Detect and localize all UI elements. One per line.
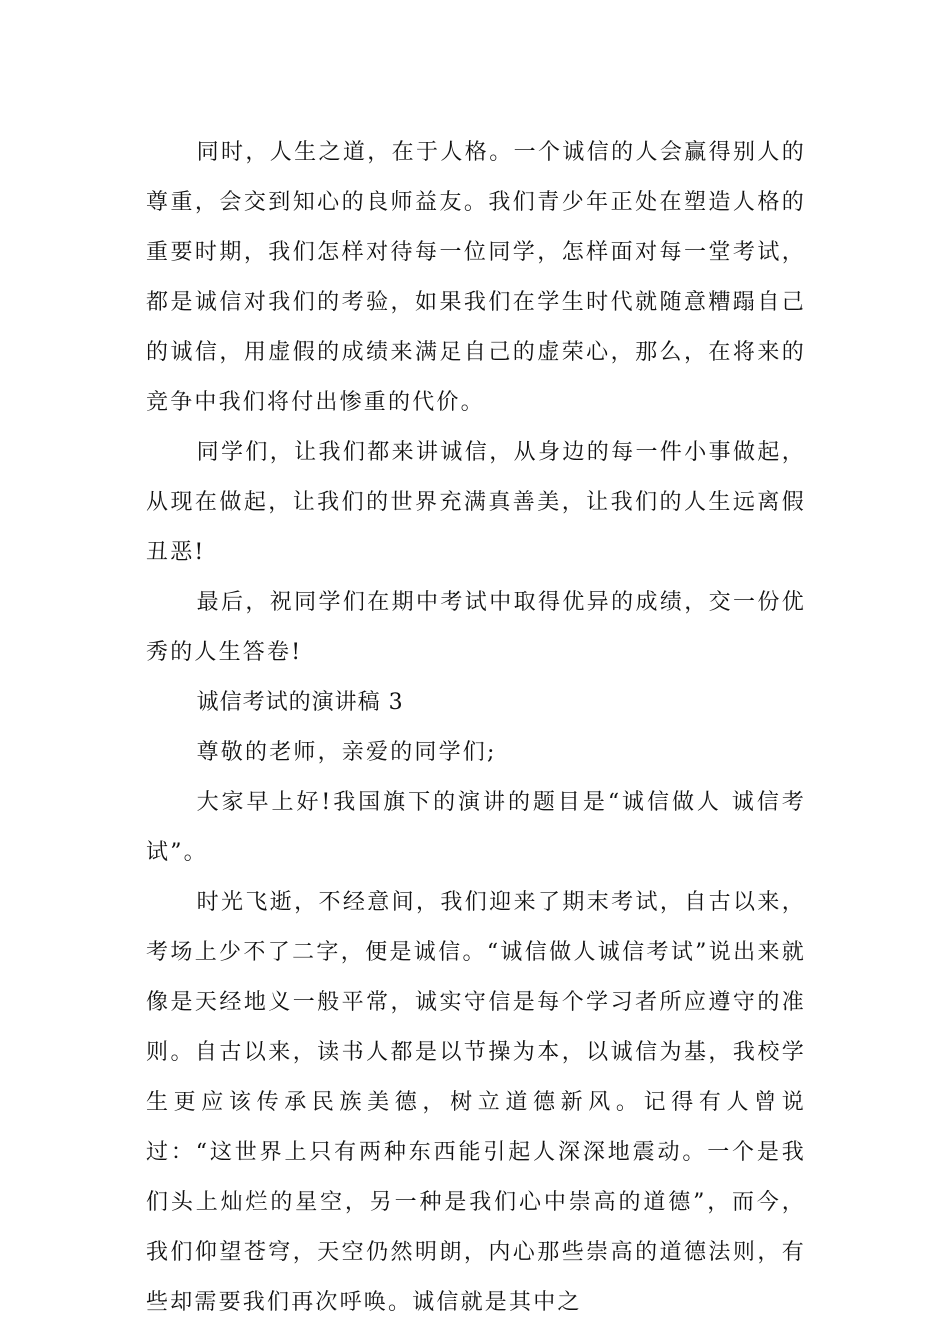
paragraph-personality: 同时，人生之道，在于人格。一个诚信的人会赢得别人的尊重，会交到知心的良师益友。我们青少年正处在塑造人格的重要时期，我们怎样对待每一位同学，怎样面对每一堂考试，都是诚信对我们的考验，如果我们在学生时代就随意糟蹋自己的诚信，用虚假的成绩来满足自己的虚荣心，那么，在将来的竞争中我们将付出惨重的代价。 <box>146 140 806 415</box>
document-body <box>146 128 806 1328</box>
paragraph-closing-wish: 最后，祝同学们在期中考试中取得优异的成绩，交一份优秀的人生答卷! <box>146 590 806 665</box>
paragraph-exam-integrity: 时光飞逝，不经意间，我们迎来了期末考试，自古以来，考场上少不了二字，便是诚信。“诚信做人诚信考试”说出来就像是天经地义一般平常，诚实守信是每个学习者所应遵守的准则。自古以来，读书人都是以节操为本，以诚信为基，我校学生更应该传承民族美德，树立道德新风。记得有人曾说过：“这世界上只有两种东西能引起人深深地震动。一个是我们头上灿烂的星空，另一种是我们心中崇高的道德”，而今，我们仰望苍穹，天空仍然明朗，内心那些崇高的道德法则，有些却需要我们再次呼唤。诚信就是其中之 <box>146 890 806 1315</box>
paragraph-call-to-action: 同学们，让我们都来讲诚信，从身边的每一件小事做起，从现在做起，让我们的世界充满真善美，让我们的人生远离假丑恶! <box>146 440 806 565</box>
paragraph-greeting: 大家早上好!我国旗下的演讲的题目是“诚信做人 诚信考试”。 <box>146 790 806 865</box>
section-heading: 诚信考试的演讲稿 3 <box>196 690 404 715</box>
salutation: 尊敬的老师，亲爱的同学们; <box>196 740 497 765</box>
